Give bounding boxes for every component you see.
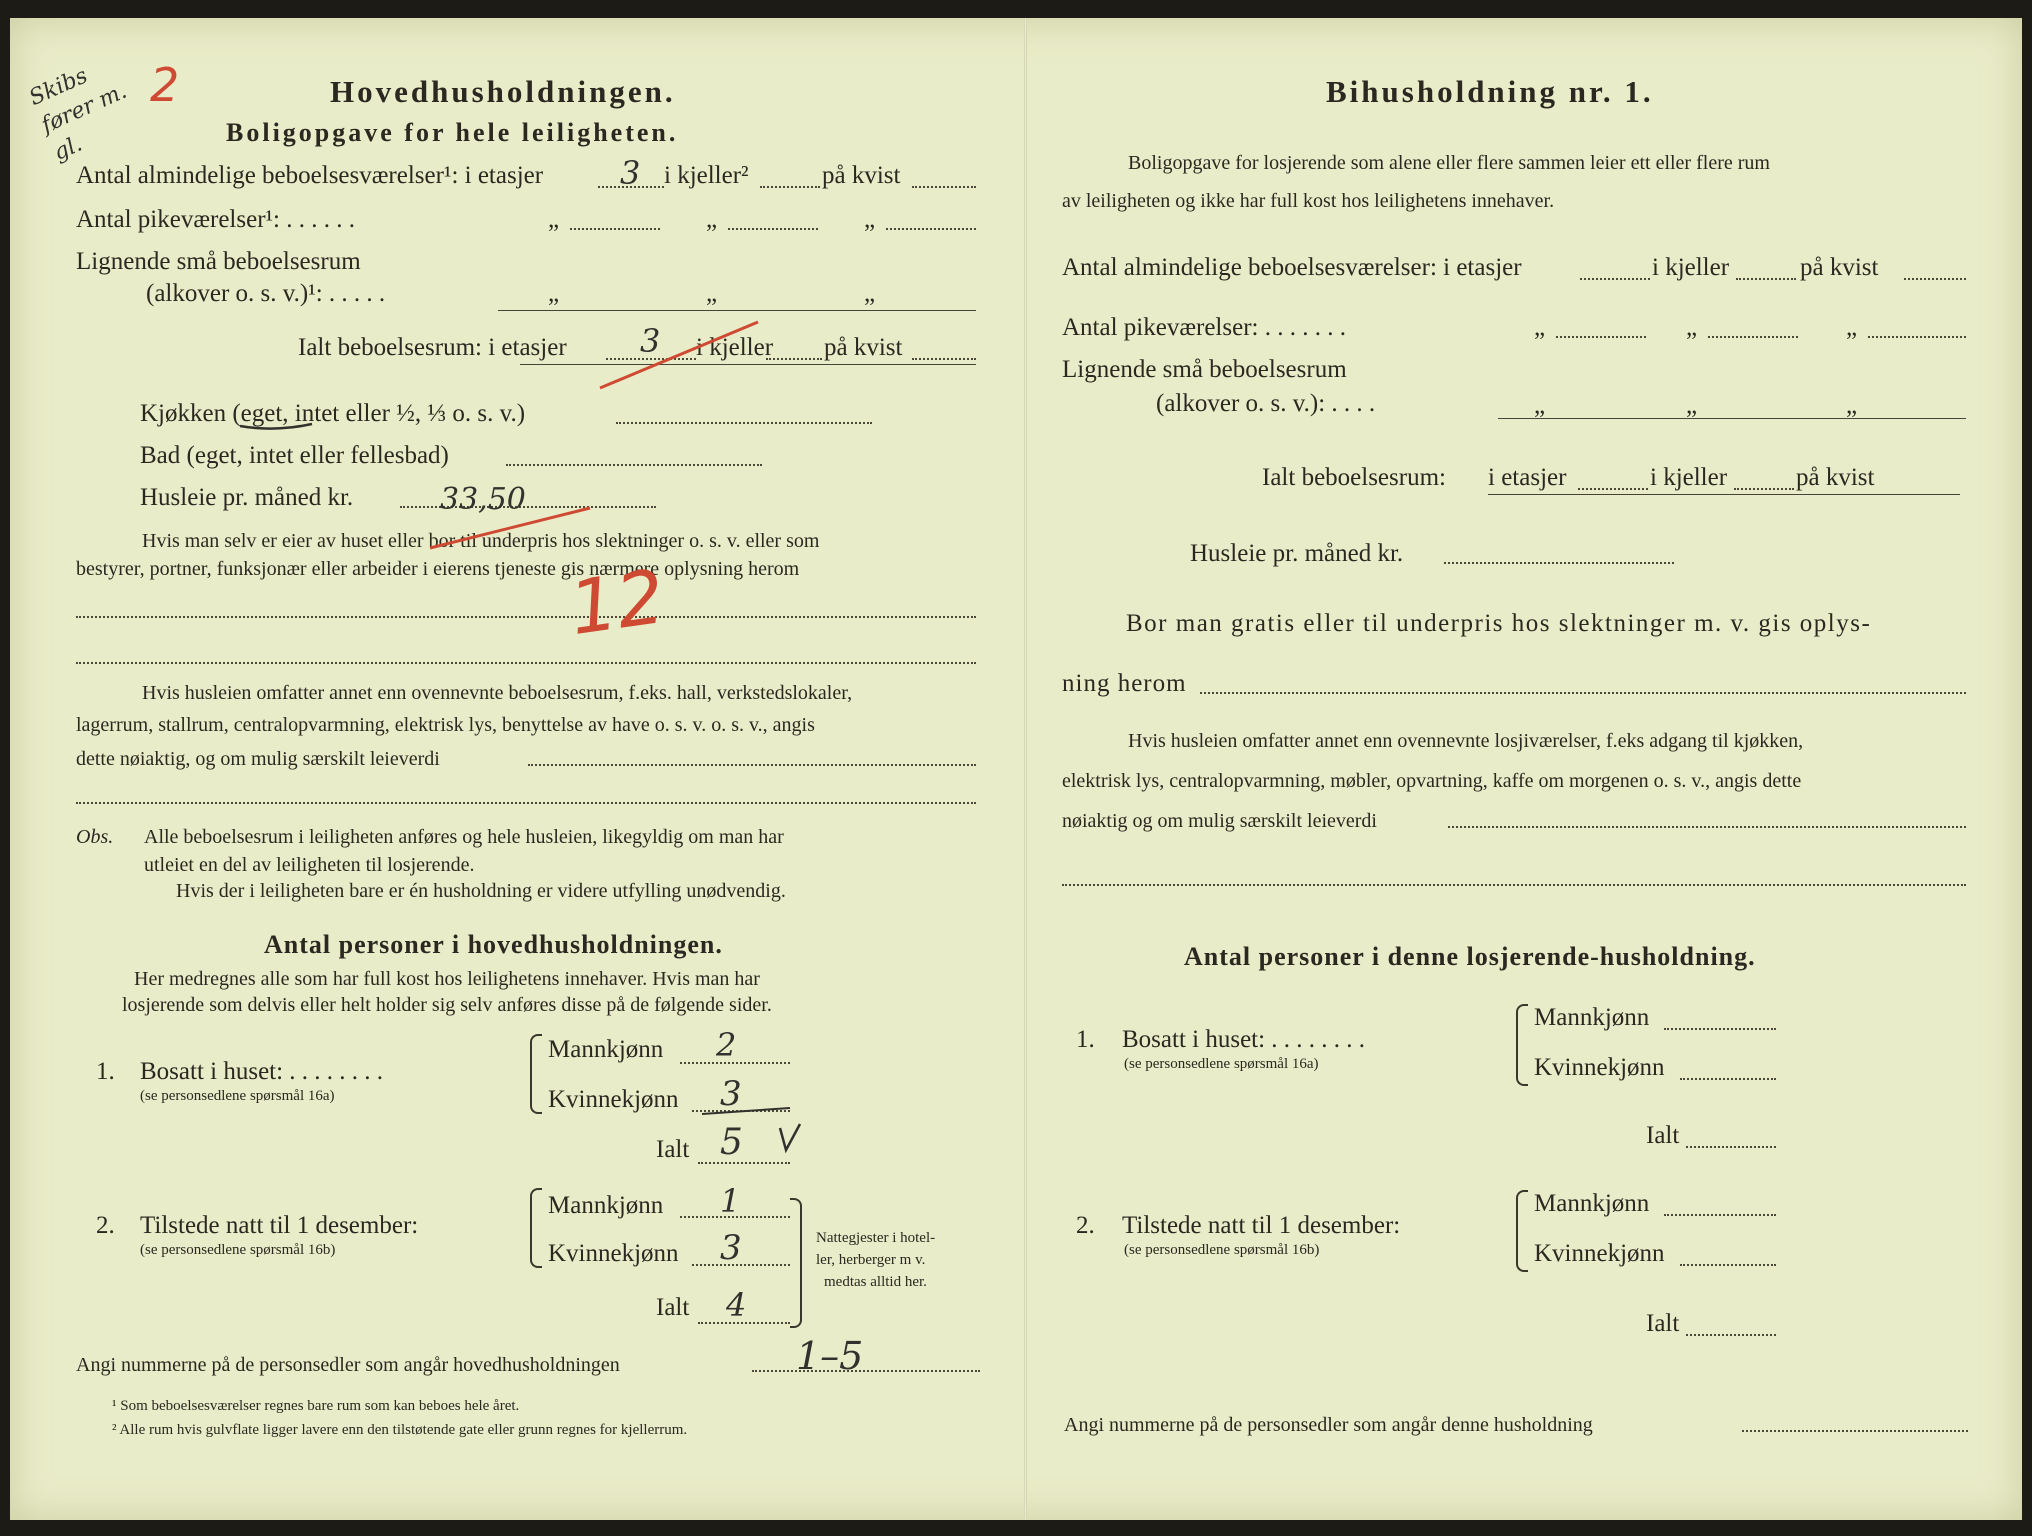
right-rent-field[interactable] bbox=[1444, 562, 1674, 564]
q1-reference: (se personsedlene spørsmål 16a) bbox=[140, 1088, 335, 1104]
right-rooms-attic-field[interactable] bbox=[1904, 278, 1966, 280]
q2-label: Tilstede natt til 1 desember: bbox=[140, 1212, 419, 1239]
obs-line-1: Alle beboelsesrum i leiligheten anføres og hele husleien, likegyldig om man har bbox=[144, 826, 784, 848]
similar-rooms-label: Lignende små beboelsesrum bbox=[76, 248, 361, 275]
right-rooms-cellar-label: i kjeller bbox=[1652, 254, 1730, 281]
ditto-mark: „ bbox=[706, 280, 718, 307]
ditto-mark: „ bbox=[1534, 392, 1546, 419]
handwritten-q2-female: 3 bbox=[720, 1228, 742, 1268]
right-q2-brace bbox=[1516, 1190, 1528, 1272]
right-total-cellar-field[interactable] bbox=[1734, 488, 1794, 490]
ditto-mark: „ bbox=[864, 280, 876, 307]
right-q1-female-field[interactable] bbox=[1680, 1078, 1776, 1080]
handwritten-total-floors: 3 bbox=[640, 322, 661, 360]
q1-female-label: Kvinnekjønn bbox=[548, 1086, 679, 1113]
right-q1-total-label: Ialt bbox=[1646, 1122, 1680, 1149]
q2-reference: (se personsedlene spørsmål 16b) bbox=[140, 1242, 336, 1258]
q1-total-label: Ialt bbox=[656, 1136, 690, 1163]
right-rent-note-line-3: nøiaktig og om mulig særskilt leieverdi bbox=[1062, 810, 1377, 832]
right-title: Bihusholdning nr. 1. bbox=[1326, 74, 1654, 109]
right-alcoves-label: (alkover o. s. v.): . . . . bbox=[1156, 390, 1376, 417]
night-note-line-1: Nattegjester i hotel- bbox=[816, 1230, 936, 1246]
ditto-mark: „ bbox=[1686, 314, 1698, 341]
handwritten-q1-female: 3 bbox=[720, 1074, 742, 1114]
handwritten-q1-male: 2 bbox=[716, 1026, 737, 1064]
ditto-mark: „ bbox=[706, 206, 718, 233]
right-total-floors-field[interactable] bbox=[1578, 488, 1648, 490]
ditto-mark: „ bbox=[1686, 392, 1698, 419]
ditto-mark: „ bbox=[548, 280, 560, 307]
handwritten-red-12: 12 bbox=[564, 553, 670, 653]
left-numbers-label: Angi nummerne på de personsedler som angår hovedhusholdningen bbox=[76, 1354, 620, 1376]
handwritten-numbers: 1–5 bbox=[796, 1334, 864, 1378]
right-q2-total-field[interactable] bbox=[1686, 1334, 1776, 1336]
right-alcoves-rule bbox=[1498, 418, 1966, 419]
rent-note-line-1: Hvis husleien omfatter annet enn ovennevnte beboelsesrum, f.eks. hall, verkstedslokaler, bbox=[142, 682, 853, 704]
bath-label: Bad (eget, intet eller fellesbad) bbox=[140, 442, 449, 469]
left-subtitle: Boligopgave for hele leiligheten. bbox=[226, 118, 679, 147]
handwritten-red-2: 2 bbox=[150, 58, 180, 112]
handwritten-q2-male: 1 bbox=[720, 1182, 741, 1220]
right-total-cellar-label: i kjeller bbox=[1650, 464, 1728, 491]
rooms-cellar-label: i kjeller² bbox=[664, 162, 749, 189]
right-rent-note-line-1: Hvis husleien omfatter annet enn ovennevnte losjiværelser, f.eks adgang til kjøkken, bbox=[1128, 730, 1804, 752]
left-persons-title: Antal personer i hovedhusholdningen. bbox=[264, 930, 723, 959]
right-q2-total-label: Ialt bbox=[1646, 1310, 1680, 1337]
footnote-1: ¹ Som beboelsesværelser regnes bare rum som kan beboes hele året. bbox=[112, 1398, 520, 1414]
handwritten-margin-note: Skibs fører m. gl. bbox=[25, 63, 131, 166]
rent-note-line-3: dette nøiaktig, og om mulig særskilt leieverdi bbox=[76, 748, 440, 770]
right-q2-male-field[interactable] bbox=[1664, 1214, 1776, 1216]
right-maid-floors-field[interactable] bbox=[1556, 336, 1646, 338]
rooms-ordinary-label: Antal almindelige beboelsesværelser¹: i etasjer bbox=[76, 162, 544, 189]
rooms-attic-label: på kvist bbox=[822, 162, 901, 189]
right-q1-brace bbox=[1516, 1004, 1528, 1086]
left-title: Hovedhusholdningen. bbox=[330, 74, 676, 109]
red-strike-mark bbox=[430, 508, 590, 548]
handwritten-rent: 33,50 bbox=[440, 482, 526, 517]
night-note-line-3: medtas alltid her. bbox=[824, 1274, 927, 1290]
ditto-mark: „ bbox=[1534, 314, 1546, 341]
kitchen-label: Kjøkken (eget, intet eller ½, ⅓ o. s. v.) bbox=[140, 400, 526, 427]
rent-note-line-2: lagerrum, stallrum, centralopvarmning, elektrisk lys, benyttelse av have o. s. v. o. s. v., angis bbox=[76, 714, 815, 736]
right-q1-number: 1. bbox=[1076, 1026, 1095, 1053]
red-strike-mark bbox=[600, 322, 758, 388]
right-total-rooms-label: Ialt beboelsesrum: bbox=[1262, 464, 1446, 491]
right-q2-number: 2. bbox=[1076, 1212, 1095, 1239]
right-maid-cellar-field[interactable] bbox=[1708, 336, 1798, 338]
right-q1-total-field[interactable] bbox=[1686, 1146, 1776, 1148]
footnote-2: ² Alle rum hvis gulvflate ligger lavere enn den tilstøtende gate eller grunn regnes for kjellerrum. bbox=[112, 1422, 688, 1438]
obs-line-3: Hvis der i leiligheten bare er én husholdning er videre utfylling unødvendig. bbox=[176, 880, 786, 902]
maid-rooms-label: Antal pikeværelser¹: . . . . . . bbox=[76, 206, 355, 233]
right-rent-note-field-2[interactable] bbox=[1062, 884, 1966, 886]
ditto-mark: „ bbox=[864, 206, 876, 233]
ditto-mark: „ bbox=[1846, 314, 1858, 341]
right-free-line-2: ning herom bbox=[1062, 670, 1187, 697]
ditto-mark: „ bbox=[1846, 392, 1858, 419]
right-numbers-label: Angi nummerne på de personsedler som angår denne husholdning bbox=[1064, 1414, 1593, 1436]
right-rooms-cellar-field[interactable] bbox=[1736, 278, 1796, 280]
q2-female-label: Kvinnekjønn bbox=[548, 1240, 679, 1267]
persons-note-line-1: Her medregnes alle som har full kost hos leilighetens innehaver. Hvis man har bbox=[134, 968, 760, 990]
q1-male-label: Mannkjønn bbox=[548, 1036, 664, 1063]
owner-note-line-1: Hvis man selv er eier av huset eller bor til underpris hos slektninger o. s. v. eller som bbox=[142, 530, 820, 552]
right-intro-line-1: Boligopgave for losjerende som alene eller flere sammen leier ett eller flere rum bbox=[1128, 152, 1770, 174]
right-free-line-1: Bor man gratis eller til underpris hos slektninger m. v. gis oplys- bbox=[1126, 610, 1872, 637]
right-maid-attic-field[interactable] bbox=[1868, 336, 1966, 338]
night-note-line-2: ler, herberger m v. bbox=[816, 1252, 926, 1268]
right-total-rooms-rule bbox=[1488, 494, 1960, 495]
q1-label: Bosatt i huset: . . . . . . . . bbox=[140, 1058, 384, 1085]
rent-label: Husleie pr. måned kr. bbox=[140, 484, 354, 511]
total-cellar-label: i kjeller bbox=[696, 334, 774, 361]
q2-number: 2. bbox=[96, 1212, 115, 1239]
right-q1-male-label: Mannkjønn bbox=[1534, 1004, 1650, 1031]
persons-note-line-2: losjerende som delvis eller helt holder sig selv anføres disse på de følgende sider. bbox=[122, 994, 772, 1016]
right-rent-label: Husleie pr. måned kr. bbox=[1190, 540, 1404, 567]
handwritten-q2-total: 4 bbox=[726, 1286, 747, 1324]
right-q2-reference: (se personsedlene spørsmål 16b) bbox=[1124, 1242, 1320, 1258]
right-q1-reference: (se personsedlene spørsmål 16a) bbox=[1124, 1056, 1319, 1072]
right-intro-line-2: av leiligheten og ikke har full kost hos leilighetens innehaver. bbox=[1062, 190, 1555, 212]
total-rooms-label: Ialt beboelsesrum: i etasjer bbox=[298, 334, 567, 361]
right-rooms-attic-label: på kvist bbox=[1800, 254, 1879, 281]
obs-label: Obs. bbox=[76, 826, 114, 848]
right-q1-female-label: Kvinnekjønn bbox=[1534, 1054, 1665, 1081]
right-persons-title: Antal personer i denne losjerende-husholdning. bbox=[1184, 942, 1756, 971]
right-q2-label: Tilstede natt til 1 desember: bbox=[1122, 1212, 1401, 1239]
right-q1-label: Bosatt i huset: . . . . . . . . bbox=[1122, 1026, 1366, 1053]
alcoves-label: (alkover o. s. v.)¹: . . . . . bbox=[146, 280, 386, 307]
ink-stroke bbox=[702, 1108, 790, 1114]
right-rent-note-field-1[interactable] bbox=[1448, 826, 1966, 828]
right-q2-female-field[interactable] bbox=[1680, 1264, 1776, 1266]
right-q2-male-label: Mannkjønn bbox=[1534, 1190, 1650, 1217]
right-total-attic-label: på kvist bbox=[1796, 464, 1875, 491]
ditto-mark: „ bbox=[548, 206, 560, 233]
owner-note-line-2: bestyrer, portner, funksjonær eller arbeider i eierens tjeneste gis nærmere oplysning herom bbox=[76, 558, 800, 580]
q2-total-label: Ialt bbox=[656, 1294, 690, 1321]
right-free-field[interactable] bbox=[1200, 692, 1966, 694]
total-attic-label: på kvist bbox=[824, 334, 903, 361]
right-q2-female-label: Kvinnekjønn bbox=[1534, 1240, 1665, 1267]
check-mark bbox=[780, 1124, 800, 1150]
right-maid-rooms-label: Antal pikeværelser: . . . . . . . bbox=[1062, 314, 1346, 341]
right-total-floors-label: i etasjer bbox=[1488, 464, 1567, 491]
q2-male-label: Mannkjønn bbox=[548, 1192, 664, 1219]
right-q1-male-field[interactable] bbox=[1664, 1028, 1776, 1030]
q1-number: 1. bbox=[96, 1058, 115, 1085]
obs-line-2: utleiet en del av leiligheten til losjerende. bbox=[144, 854, 475, 876]
handwritten-rooms-floors: 3 bbox=[620, 154, 641, 192]
handwritten-q1-total: 5 bbox=[720, 1122, 743, 1163]
right-rooms-ordinary-label: Antal almindelige beboelsesværelser: i etasjer bbox=[1062, 254, 1522, 281]
right-numbers-field[interactable] bbox=[1742, 1430, 1968, 1432]
underline-stroke bbox=[240, 424, 312, 429]
right-similar-rooms-label: Lignende små beboelsesrum bbox=[1062, 356, 1347, 383]
right-rent-note-line-2: elektrisk lys, centralopvarmning, møbler, opvartning, kaffe om morgenen o. s. v., angis dette bbox=[1062, 770, 1802, 792]
right-rooms-floors-field[interactable] bbox=[1580, 278, 1650, 280]
